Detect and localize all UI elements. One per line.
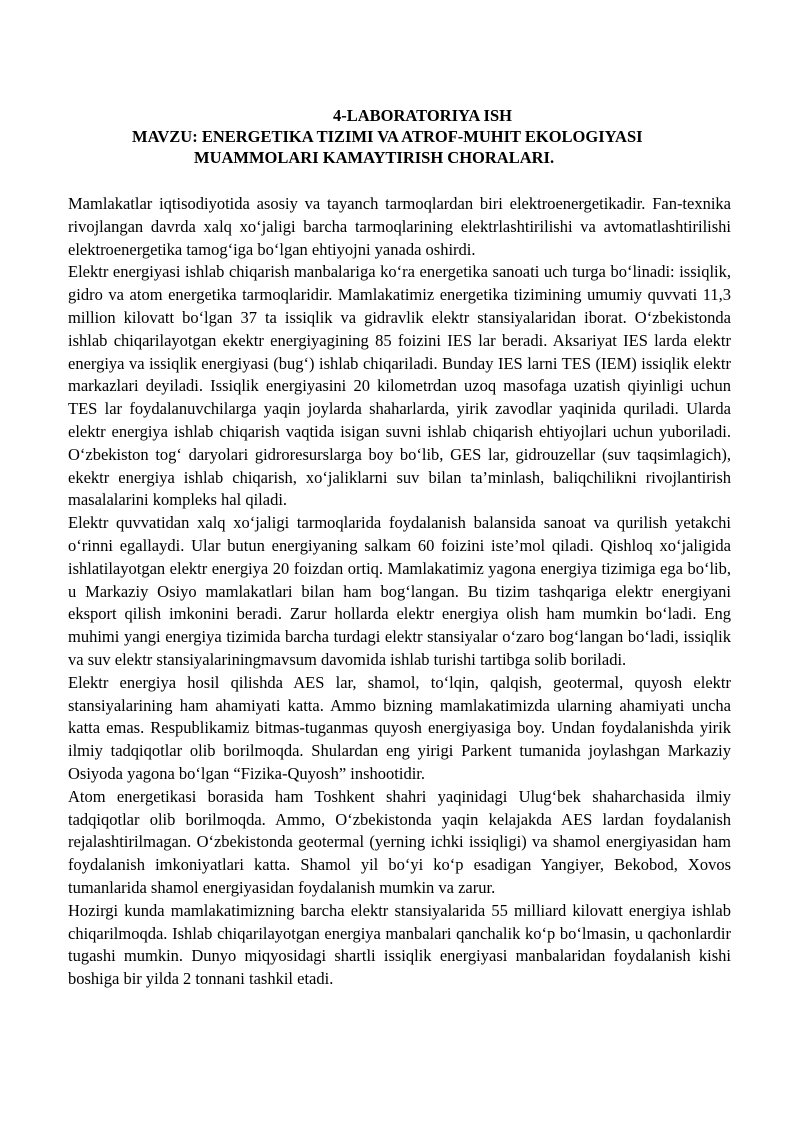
document-heading — [0, 105, 800, 168]
paragraph-3: Elektr quvvatidan xalq xo‘jaligi tarmoqlarida foydalanish balansida sanoat va qurilish yetakchi o‘rinni egallaydi. Ular butun energiyaning salkam 60 foizini iste’mol qiladi. Qishloq xo‘jaligida ishlatilayotgan elektr energiya 20 foizdan ortiq. Mamlakatimiz yagona energiya tizimiga ega bo‘lib, u Markaziy Osiyo mamlakatlari bilan ham bog‘langan. Bu tizim tashqariga elektr energiyani eksport qilish imkonini beradi. Zarur hollarda elektr energiya olish ham mumkin bo‘ladi. Eng muhimi yangi energiya tizimida barcha turdagi elektr stansiyalar o‘zaro bog‘langan bo‘ladi, issiqlik va suv elektr stansiyalariningmavsum davomida ishlab turishi tartibga solib boriladi. — [68, 513, 731, 669]
paragraph-1: Mamlakatlar iqtisodiyotida asosiy va tayanch tarmoqlardan biri elektroenergetikadir. Fan-texnika rivojlangan davrda xalq xo‘jaligi barcha tarmoqlarining elektrlashtirilishi va avtomatlashtirilishi elektroenergetika tamog‘iga bo‘lgan ehtiyojni yanada oshirdi. — [68, 194, 731, 259]
lab-title: 4-LABORATORIYA ISH — [333, 106, 512, 125]
topic-title-line-2: MUAMMOLARI KAMAYTIRISH CHORALARI. — [194, 148, 555, 167]
topic-title-line-1: MAVZU: ENERGETIKA TIZIMI VA ATROF-MUHIT EKOLOGIYASI — [132, 127, 643, 146]
paragraph-6: Hozirgi kunda mamlakatimizning barcha elektr stansiyalarida 55 milliard kilovatt energiya ishlab chiqarilmoqda. Ishlab chiqarilayotgan energiya manbalari qanchalik ko‘p bo‘lmasin, u qachonlardir tugashi mumkin. Dunyo miqyosidagi shartli issiqlik energiyasi manbalaridan foydalanish kishi boshiga bir yilda 2 tonnani tashkil etadi. — [68, 900, 731, 989]
paragraph-5: Atom energetikasi borasida ham Toshkent shahri yaqinidagi Ulug‘bek shaharchasida ilmiy tadqiqotlar olib borilmoqda. Ammo, O‘zbekistonda yaqin kelajakda AES lardan foydalanish rejalashtirilmagan. O‘zbekistonda geotermal (yerning ichki issiqligi) va shamol energiyasidan ham foydalanish imkoniyatlari katta. Shamol yil bo‘yi ko‘p esadigan Yangiyer, Bekobod, Xovos tumanlarida shamol energiyasidan foydalanish mumkin va zarur. — [68, 786, 731, 897]
document-body — [68, 193, 731, 991]
paragraph-4: Elektr energiya hosil qilishda AES lar, shamol, to‘lqin, qalqish, geotermal, quyosh elektr stansiyalarining ham ahamiyati katta. Ammo bizning mamlakatimizda ularning ahamiyati uncha katta emas. Respublikamiz bitmas-tuganmas quyosh energiyasiga boy. Undan foydalanishda yirik ilmiy tadqiqotlar olib borilmoqda. Shulardan eng yirigi Parkent tumanida joylashgan Markaziy Osiyoda yagona bo‘lgan “Fizika-Quyosh” inshootidir. — [68, 672, 731, 783]
paragraph-2: Elektr energiyasi ishlab chiqarish manbalariga ko‘ra energetika sanoati uch turga bo‘linadi: issiqlik, gidro va atom energetika tarmoqlaridir. Mamlakatimiz energetika tizimining umumiy quvvati 11,3 million kilovatt bo‘lgan 37 ta issiqlik va gidravlik elektr stansiyalaridan iborat. O‘zbekistonda ishlab chiqarilayotgan ekektr energiyagining 85 foizini IES lar beradi. Aksariyat IES larda elektr energiya va issiqlik energiyasi (bug‘) ishlab chiqariladi. Bunday IES larni TES (IEM) issiqlik elektr markazlari deyiladi. Issiqlik energiyasini 20 kilometrdan uzoq masofaga uzatish qiyinligi uchun TES lar foydalanuvchilarga yaqin joylarda shaharlarda, yirik zavodlar yaqinida quriladi. Ularda elektr energiya ishlab chiqarish vaqtida isigan suvni ishlab chiqarish ehtiyojlari uchun yuboriladi. O‘zbekiston tog‘ daryolari gidroresurslarga boy bo‘lib, GES lar, gidrouzellar (suv taqsimlagich), ekektr energiya ishlab chiqarish, xo‘jaliklarni suv bilan ta’minlash, baliqchilikni rivojlantirish masalalarini kompleks hal qiladi. — [68, 262, 731, 510]
